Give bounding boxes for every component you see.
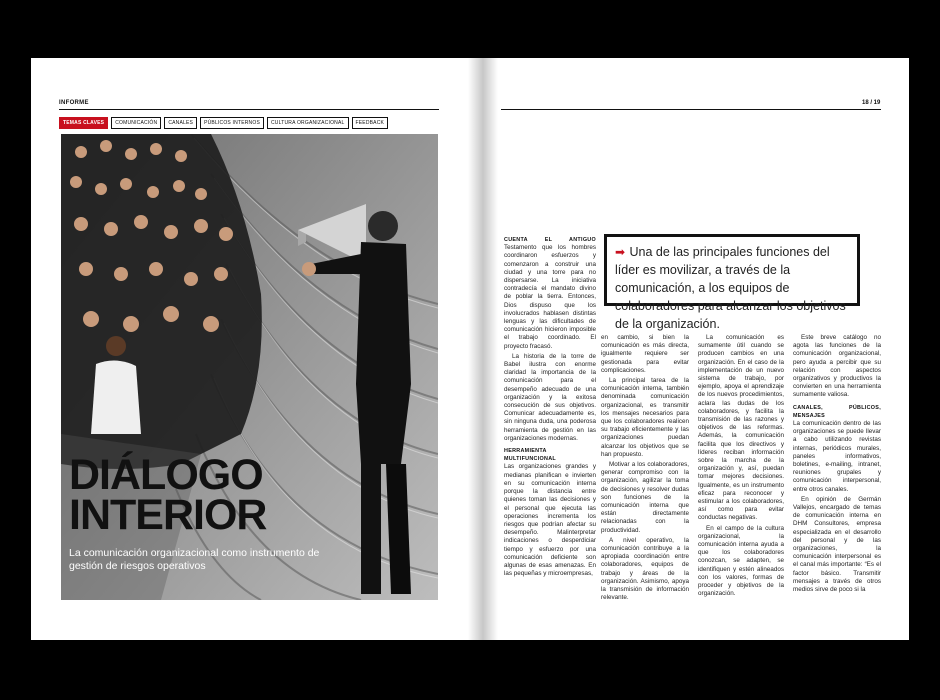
col3-p1: La comunicación es sumamente útil cuando se producen cambios en una organización. En el caso de la implementación de un nuevo sistema de trabajo, por ejemplo, apoya el aprendizaje de los nuevos procedimientos, aclara las dudas de los colaboradores, y facilita la transmisión de las razones y objetivos de las reformas. Además, la comunicación facilita que los directivos y líderes reciban información sobre la marcha de la organización y, así, puedan tomar mejores decisiones. Igualmente, es un instrumento eficaz para reconocer y estimular a los colaboradores, así como para evitar conductas negativas. <box>698 334 784 522</box>
tag-canales: CANALES <box>164 117 197 129</box>
tag-comunicacion: COMUNICACIÓN <box>111 117 161 129</box>
col1-p1: Testamento que los hombres coordinaron esfuerzos y comenzaron a construir una ciudad y una torre para no dispersarse. La iniciativa contradecía el mandato divino de poblar la tierra. Entonces, Dios dispuso que los involucrados hablasen distintas lenguas y las dificultades de comunicación hicieron imposible el trabajo coordinado. El proyecto fracasó. <box>504 244 596 350</box>
col1-heading: HERRAMIENTA MULTIFUNCIONAL <box>504 448 557 463</box>
col2-p4: A nivel operativo, la comunicación contribuye a la apropiada coordinación entre colaboradores, equipos de trabajo y áreas de la organización. Asimismo, apoya la transmisión de información relevante. <box>601 536 689 602</box>
col1-p2: La historia de la torre de Babel ilustra con enorme claridad la importancia de la comunicación para el desempeño adecuado de una organización y la exitosa consecución de sus objetivos. Comunicar adecuadamente es, sin ninguna duda, una poderosa herramienta de gestión en las organizaciones modernas. <box>504 352 596 442</box>
page-gutter <box>468 58 498 640</box>
tag-cultura-organizacional: CULTURA ORGANIZACIONAL <box>267 117 349 129</box>
text-column-3 <box>698 334 784 601</box>
article-subtitle: La comunicación organizacional como instrumento de gestión de riesgos operativos <box>69 547 320 572</box>
col4-p1: Este breve catálogo no agota las funciones de la comunicación organizacional, pero ayuda a percibir que su relación con aspectos organizativos y productivos la convierten en una herramienta sumamente valiosa. <box>793 334 881 399</box>
header-rule-right <box>501 109 881 110</box>
col4-p2: La comunicación dentro de las organizaciones se puede llevar a cabo utilizando revistas internas, periódicos murales, paneles informativos, boletines, e-mailing, intranet, reuniones grupales y comunicación interpersonal, entre otros canales. <box>793 420 881 493</box>
col2-p2: La principal tarea de la comunicación interna, también denominada comunicación organizacional, es transmitir los mensajes necesarios para que los colaboradores realicen su trabajo eficientemente y las organizaciones puedan alcanzar los objetivos que se han propuesto. <box>601 377 689 458</box>
pull-quote <box>604 234 860 331</box>
col4-p3: En opinión de Germán Vallejos, encargado de temas de comunicación interna en DHM Consultores, empresa especializada en el desarrollo del personal y de las organizaciones, la comunicación interpersonal es el canal más importante: “Es el factor básico. Transmitir mensajes a través de otros medios sirve de poco si la <box>793 495 881 594</box>
col3-p2: En el campo de la cultura organizacional, la comunicación interna ayuda a que los colaboradores conozcan, se adapten, se identifiquen y estén alineados con los valores, formas de proceder y objetivos de la organización. <box>698 524 784 598</box>
title-line-1: DIÁLOGO <box>69 451 263 499</box>
lead-in: CUENTA EL ANTIGUO <box>504 237 596 243</box>
tag-publicos-internos: PÚBLICOS INTERNOS <box>200 117 264 129</box>
text-column-2 <box>601 334 689 605</box>
page-numbers: 18 / 19 <box>862 100 881 106</box>
title-line-2: INTERIOR <box>69 491 267 539</box>
text-column-4 <box>793 334 881 596</box>
magazine-spread <box>31 58 909 640</box>
text-column-1 <box>504 236 596 580</box>
topic-tags <box>59 117 388 129</box>
arrow-icon: ➡ <box>615 245 626 259</box>
col2-p3: Motivar a los colaboradores, generar compromiso con la organización, agilizar la toma de decisiones y resolver dudas son funciones de la comunicación interna que están directamente relacionadas con la productividad. <box>601 461 689 534</box>
col4-heading: CANALES, PÚBLICOS, MENSAJES <box>793 404 881 419</box>
section-label: INFORME <box>59 100 89 106</box>
article-title <box>69 451 267 539</box>
tag-feedback: FEEDBACK <box>352 117 389 129</box>
tag-temas-claves: TEMAS CLAVES <box>59 117 108 129</box>
col2-p1: en cambio, si bien la comunicación es más directa, igualmente requiere ser gestionada para evitar complicaciones. <box>601 334 689 374</box>
header-rule-left <box>59 109 439 110</box>
col1-p3: Las organizaciones grandes y medianas planifican e invierten en su comunicación interna porque la distancia entre quienes toman las decisiones y el personal que ejecuta las operaciones incrementa los riesgos que podrían afectar su desempeño. Malinterpretar indicaciones o desperdiciar tiempo y esfuerzo por una comunicación deficiente son algunas de esas amenazas. En las pequeñas y microempresas, <box>504 463 596 578</box>
pull-quote-text: Una de las principales funciones del líder es movilizar, a través de la comunicación, a los equipos de colaboradores para alcanzar los objetivos de la organización. <box>615 245 846 331</box>
